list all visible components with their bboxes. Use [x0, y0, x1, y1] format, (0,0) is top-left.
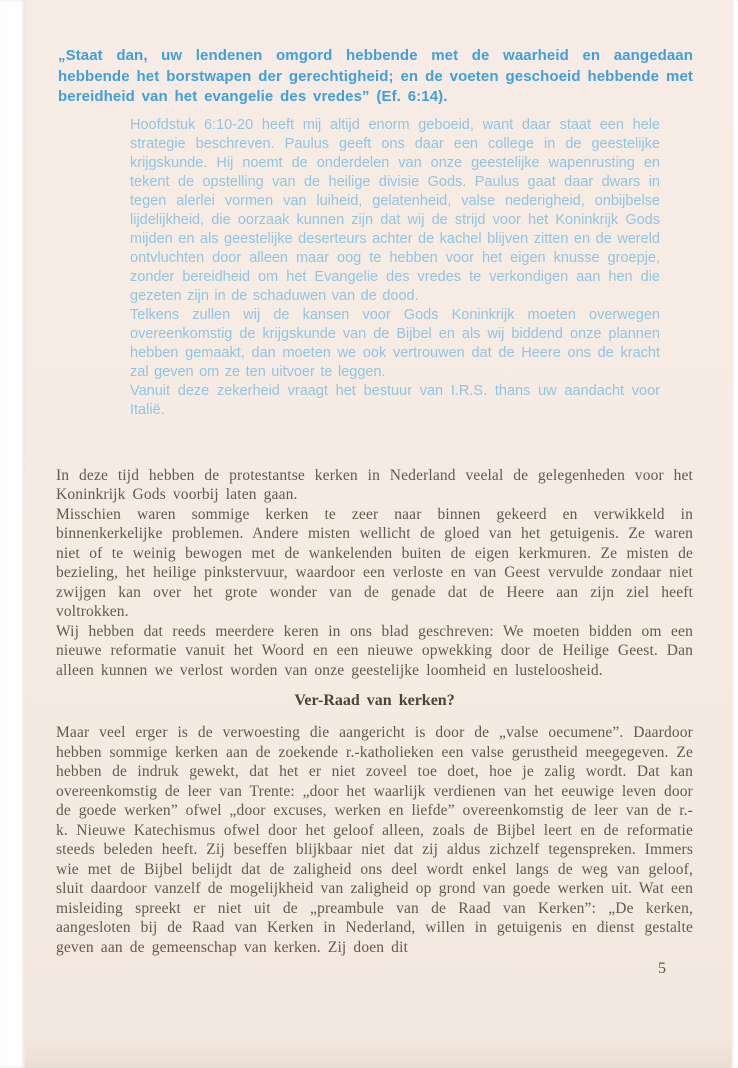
body-paragraph-2: Misschien waren sommige kerken te zeer naar binnen gekeerd en verwikkeld in binnenkerkelijke problemen. Andere misten wellicht de gloed van het getuigenis. Ze waren niet of te weinig bewogen met de wankelenden buiten de eigen kerkmuren. Ze misten de bezieling, het heilige pinkstervuur, waardoor een verloste en van Geest vervulde zondaar niet zwijgen kan over het grote wonder van de genade dat de Heere aan zijn ziel heeft voltrokken.: [56, 505, 693, 620]
body-paragraph-1: In deze tijd hebben de protestantse kerken in Nederland veelal de gelegenheden voor het Koninkrijk Gods voorbij laten gaan.: [56, 466, 693, 503]
intro-paragraph-2: Telkens zullen wij de kansen voor Gods Koninkrijk moeten overwegen overeenkomstig de krijgskunde van de Bijbel en als wij biddend onze plannen hebben gemaakt, dan moeten we ook vertrouwen dat de Heere ons de kracht zal geven om ze ten uitvoer te leggen.: [130, 306, 660, 380]
intro-paragraph-3: Vanuit deze zekerheid vraagt het bestuur van I.R.S. thans uw aandacht voor Italië.: [130, 382, 660, 418]
body-paragraph-3: Wij hebben dat reeds meerdere keren in ons blad geschreven: We moeten bidden om een nieuwe reformatie vanuit het Woord en een nieuwe opwekking door de Heilige Geest. Dan alleen kunnen we verlost worden van onze geestelijke loomheid en lusteloosheid.: [56, 622, 693, 679]
intro-block: [130, 116, 660, 420]
section-heading: Ver-Raad van kerken?: [294, 692, 455, 709]
body-section-1: [56, 466, 693, 681]
scan-right-edge: [731, 0, 738, 1068]
magazine-page: [25, 0, 731, 1068]
page-number: 5: [658, 960, 666, 977]
intro-paragraph-1: Hoofdstuk 6:10-20 heeft mij altijd enorm geboeid, want daar staat een hele strategie beschreven. Paulus geeft ons daar een college in de geestelijke krijgskunde. Hij noemt de onderdelen van onze geestelijke wapenrusting en tekent de opstelling van de heilige divisie Gods. Paulus gaat daar dwars in tegen alerlei vormen van luiheid, gelatenheid, valse nederigheid, onbijbelse lijdelijkheid, die oorzaak kunnen zijn dat wij de strijd voor het Koninkrijk Gods mijden en als geestelijke deserteurs achter de kachel blijven zitten en de wereld ontvluchten door alleen maar oog te hebben voor het eigen knusse groepje, zonder bereidheid om het Evangelie des vredes te verkondigen aan hen die gezeten zijn in de schaduwen van de dood.: [130, 116, 660, 304]
body-paragraph-4: Maar veel erger is de verwoesting die aangericht is door de „valse oecumene”. Daardoor hebben sommige kerken aan de zoekende r.-katholieken een valse gerustheid meegegeven. Ze hebben de indruk gewekt, dat het er niet zoveel toe doet, hoe je zalig wordt. Dat kan overeenkomstig de leer van Trente: „door het waarlijk verdienen van het eeuwige leven door de goede werken” ofwel „door excuses, werken en liefde” overeenkomstig de leer van de r.-k. Nieuwe Katechismus ofwel door het geloof alleen, zoals de Bijbel leert en de reformatie steeds beleden heeft. Zij beseffen blijkbaar niet dat zij aldus zichzelf tegenspreken. Immers wie met de Bijbel belijdt dat de zaligheid ons deel wordt enkel langs de weg van geloof, sluit daardoor vanzelf de mogelijkheid van zaligheid op grond van goede werken uit. Wat een misleiding spreekt er niet uit de „preambule van de Raad van Kerken”: „De kerken, aangesloten bij de Raad van Kerken in Nederland, willen in getuigenis en dienst gestalte geven aan de gemeenschap van kerken. Zij doen dit: [56, 724, 693, 956]
scripture-quote: „Staat dan, uw lendenen omgord hebbende met de waarheid en aangedaan hebbende het borstwapen der gerechtigheid; en de voeten geschoeid hebbende met bereidheid van het evangelie des vredes” (Ef. 6:14).: [58, 47, 693, 105]
scan-left-edge: [0, 0, 25, 1068]
body-section-2: [56, 723, 693, 957]
